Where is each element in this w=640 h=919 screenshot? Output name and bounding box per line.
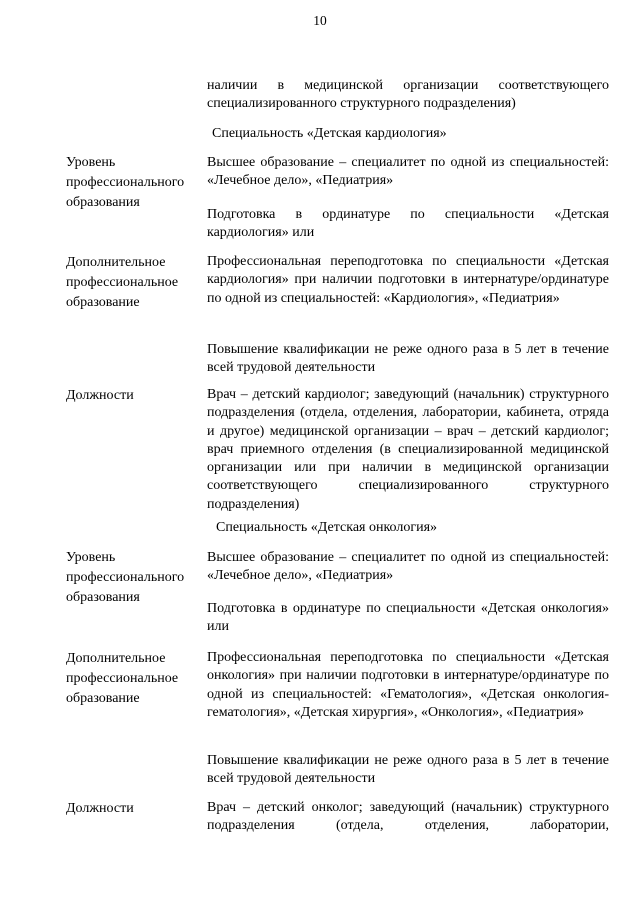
positions-text: Врач – детский онколог; заведующий (начальник) структурного подразделения (отдела, отделения, лаборатории, — [207, 800, 609, 834]
label-education-level: Уровень профессионального образования — [66, 550, 185, 605]
section-title: Специальность «Детская онкология» — [216, 520, 438, 535]
qualification-text: Повышение квалификации не реже одного раза в 5 лет в течение всей трудовой деятельности — [207, 342, 609, 376]
residency-text: Подготовка в ординатуре по специальности «Детская онкология» или — [207, 601, 609, 635]
positions-text: Врач – детский кардиолог; заведующий (начальник) структурного подразделения (отдела, отделения, лаборатории, кабинета, отряда и другое) медицинской организации – врач – детский кардиолог; врач приемного отделения (в специализированной медицинской организации или при наличии в медицинской организации соответствующего специализированного структурного подразделения) — [207, 387, 609, 512]
section-title: Специальность «Детская кардиология» — [212, 126, 447, 141]
education-level-text: Высшее образование – специалитет по одной из специальностей: «Лечебное дело», «Педиатрия» — [207, 155, 609, 189]
retraining-text: Профессиональная переподготовка по специальности «Детская кардиология» при наличии подготовки в интернатуре/ординатуре по одной из специальностей: «Кардиология», «Педиатрия» — [207, 254, 609, 306]
intro-fragment: наличии в медицинской организации соответствующего специализированного структурного подразделения) — [207, 78, 609, 112]
education-level-text: Высшее образование – специалитет по одной из специальностей: «Лечебное дело», «Педиатрия» — [207, 550, 609, 584]
label-positions: Должности — [66, 801, 134, 816]
qualification-text: Повышение квалификации не реже одного раза в 5 лет в течение всей трудовой деятельности — [207, 753, 609, 787]
label-additional-education: Дополнительное профессиональное образование — [66, 255, 179, 310]
label-education-level: Уровень профессионального образования — [66, 155, 185, 210]
label-additional-education: Дополнительное профессиональное образование — [66, 651, 179, 706]
retraining-text: Профессиональная переподготовка по специальности «Детская онкология» при наличии подготовки в интернатуре/ординатуре по одной из специальностей: «Гематология», «Детская онкология-гематология», «Детская хирургия», «Онкология», «Педиатрия» — [207, 650, 609, 720]
residency-text: Подготовка в ординатуре по специальности «Детская кардиология» или — [207, 207, 609, 241]
label-positions: Должности — [66, 388, 134, 403]
page-number: 10 — [313, 13, 327, 28]
